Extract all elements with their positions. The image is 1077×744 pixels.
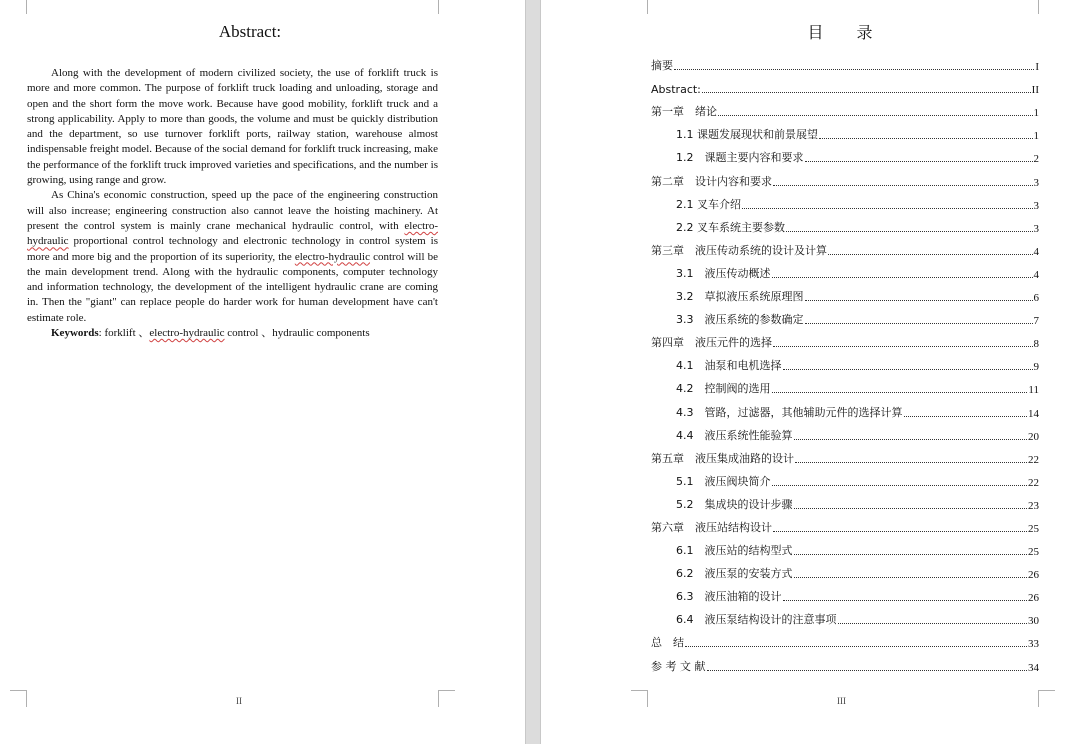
toc-entry-label: 4.3 管路，过滤器，其他辅助元件的选择计算 xyxy=(676,405,903,419)
toc-entry-page: 33 xyxy=(1028,638,1039,651)
page-corner-mark xyxy=(1038,0,1055,14)
toc-dot-leader xyxy=(783,599,1028,601)
toc-entry-page: 11 xyxy=(1028,384,1039,397)
toc-entry-page: 30 xyxy=(1028,615,1039,628)
toc-dot-leader xyxy=(794,553,1028,555)
keywords-label: Keywords xyxy=(51,327,99,340)
toc-entry[interactable] xyxy=(651,212,1039,235)
toc-dot-leader xyxy=(828,253,1033,255)
toc-entry-label: 4.1 油泵和电机选择 xyxy=(676,359,782,373)
page-corner-mark xyxy=(631,690,648,707)
toc-entry[interactable] xyxy=(651,142,1039,165)
page-corner-mark xyxy=(10,0,27,14)
toc-entry-label: 6.1 液压站的结构型式 xyxy=(676,544,793,558)
toc-entry-label: 摘要 xyxy=(651,59,673,73)
toc-entry-label: 3.2 草拟液压系统原理图 xyxy=(676,290,804,304)
toc-entry[interactable] xyxy=(651,165,1039,188)
toc-entry[interactable] xyxy=(651,604,1039,627)
toc-entry[interactable] xyxy=(651,350,1039,373)
toc-entry[interactable] xyxy=(651,189,1039,212)
text-run: control will be the main development trend. Along with the hydraulic components, computer technology and information technology, the development of the intelligent hydraulic crane are coming in. Then the "giant" can replace people do harder work for human development have can't estimate role. xyxy=(27,250,438,324)
toc-page xyxy=(541,0,1077,744)
toc-dot-leader xyxy=(772,391,1028,393)
toc-entry[interactable] xyxy=(651,650,1039,673)
abstract-heading: Abstract: xyxy=(218,22,282,41)
toc-entry-page: 3 xyxy=(1033,176,1039,189)
toc-entry[interactable] xyxy=(651,119,1039,142)
toc-dot-leader xyxy=(805,160,1033,162)
toc-entry-page: 14 xyxy=(1028,407,1039,420)
toc-heading: 目 录 xyxy=(807,23,887,42)
toc-entry-page: I xyxy=(1035,61,1039,74)
toc-dot-leader xyxy=(772,484,1028,486)
abstract-paragraph-2 xyxy=(27,188,438,326)
toc-dot-leader xyxy=(742,207,1033,209)
toc-entry[interactable] xyxy=(651,581,1039,604)
text-run: : forklift 、 xyxy=(98,327,150,340)
toc-entry-label: 2.1 叉车介绍 xyxy=(676,197,741,211)
toc-entry-label: 3.3 液压系统的参数确定 xyxy=(676,313,804,327)
text-run: control 、hydraulic components xyxy=(224,327,370,340)
toc-entry[interactable] xyxy=(651,304,1039,327)
toc-entry-label: 1.2 课题主要内容和要求 xyxy=(676,151,804,165)
page-corner-mark xyxy=(10,690,27,707)
toc-entry-label: 6.4 液压泵结构设计的注意事项 xyxy=(676,613,837,627)
toc-entry[interactable] xyxy=(651,558,1039,581)
page-number: II xyxy=(236,696,242,706)
toc-entry[interactable] xyxy=(651,466,1039,489)
toc-dot-leader xyxy=(819,137,1033,139)
toc-entry-label: 4.2 控制阀的选用 xyxy=(676,382,771,396)
toc-entry-label: Abstract: xyxy=(651,83,701,97)
toc-entry-page: 6 xyxy=(1033,292,1039,305)
toc-dot-leader xyxy=(773,184,1033,186)
toc-entry-label: 3.1 液压传动概述 xyxy=(676,266,771,280)
toc-dot-leader xyxy=(707,669,1028,671)
toc-entry-page: 23 xyxy=(1028,499,1039,512)
toc-entry-label: 参 考 文 献 xyxy=(651,659,706,673)
toc-entry-label: 第四章 液压元件的选择 xyxy=(651,336,772,350)
toc-dot-leader xyxy=(685,645,1027,647)
toc-entry-label: 第二章 设计内容和要求 xyxy=(651,174,772,188)
page-corner-mark xyxy=(438,690,455,707)
toc-entry-label: 6.2 液压泵的安装方式 xyxy=(676,567,793,581)
toc-dot-leader xyxy=(773,530,1027,532)
toc-entry-page: 26 xyxy=(1028,592,1039,605)
toc-dot-leader xyxy=(805,322,1033,324)
toc-dot-leader xyxy=(794,507,1028,509)
toc-entry-page: 4 xyxy=(1033,268,1039,281)
spellcheck-flagged-word[interactable]: electro-hydraulic xyxy=(149,327,225,340)
page-corner-mark xyxy=(1038,690,1055,707)
spellcheck-flagged-word[interactable]: electro-hydraulic xyxy=(294,250,370,263)
toc-entry-label: 第一章 绪论 xyxy=(651,105,717,119)
toc-dot-leader xyxy=(773,345,1033,347)
toc-entry-page: 22 xyxy=(1028,453,1039,466)
toc-entry-page: 7 xyxy=(1033,315,1039,328)
toc-entry-page: 20 xyxy=(1028,430,1039,443)
toc-entry[interactable] xyxy=(651,50,1039,73)
toc-entry-page: 1 xyxy=(1033,130,1039,143)
abstract-body xyxy=(27,66,438,341)
toc-entry-page: 25 xyxy=(1028,546,1039,559)
page-corner-mark xyxy=(631,0,648,14)
toc-entry[interactable] xyxy=(651,235,1039,258)
toc-entry-page: 2 xyxy=(1033,153,1039,166)
toc-entry-page: 3 xyxy=(1033,222,1039,235)
text-run: proportional control technology and electronic technology in control system is more and more big and the proportion of its superiority, the xyxy=(27,235,438,263)
toc-dot-leader xyxy=(786,230,1033,232)
toc-dot-leader xyxy=(794,576,1028,578)
toc-entry-label: 6.3 液压油箱的设计 xyxy=(676,590,782,604)
toc-dot-leader xyxy=(702,91,1031,93)
toc-entry[interactable] xyxy=(651,373,1039,396)
toc-dot-leader xyxy=(794,438,1028,440)
page-corner-mark xyxy=(438,0,455,14)
page-number: III xyxy=(837,696,846,706)
toc-entry[interactable] xyxy=(651,420,1039,443)
toc-entry[interactable] xyxy=(651,489,1039,512)
toc-entry[interactable] xyxy=(651,258,1039,281)
toc-entry-label: 5.1 液压阀块简介 xyxy=(676,474,771,488)
toc-entry-label: 第三章 液压传动系统的设计及计算 xyxy=(651,243,827,257)
toc-entry-page: 25 xyxy=(1028,522,1039,535)
toc-entry[interactable] xyxy=(651,443,1039,466)
toc-entry[interactable] xyxy=(651,327,1039,350)
toc-entry-page: II xyxy=(1031,84,1039,97)
toc-entry[interactable] xyxy=(651,281,1039,304)
toc-entry-label: 4.4 液压系统性能验算 xyxy=(676,428,793,442)
toc-entry-label: 第六章 液压站结构设计 xyxy=(651,520,772,534)
toc-entry-label: 2.2 叉车系统主要参数 xyxy=(676,220,785,234)
abstract-paragraph-1: Along with the development of modern civilized society, the use of forklift truck is more and more common. The purpose of forklift truck loading and unloading, storage and open and the short form the move work. Because have good mobility, forklift truck and a strong applicability. Apply to more than goods, the volume and must be quickly distribution and the department, so use turnover forklift ports, railway station, warehouse almost indispensable freight model. Because of the social demand for forklift truck increasing, make the performance of the forklift truck improved varieties and specifications, and the number is growing, using range and grow. xyxy=(27,67,438,187)
toc-entry-label: 总 结 xyxy=(651,636,684,650)
toc-entry-page: 22 xyxy=(1028,476,1039,489)
toc-entry[interactable] xyxy=(651,96,1039,119)
toc-entry-page: 26 xyxy=(1028,569,1039,582)
toc-dot-leader xyxy=(904,415,1028,417)
toc-dot-leader xyxy=(674,68,1034,70)
toc-entry-label: 5.2 集成块的设计步骤 xyxy=(676,497,793,511)
toc-dot-leader xyxy=(718,114,1033,116)
toc-dot-leader xyxy=(838,622,1028,624)
toc-dot-leader xyxy=(795,461,1027,463)
toc-entry[interactable] xyxy=(651,627,1039,650)
toc-entry[interactable] xyxy=(651,73,1039,96)
spellcheck-flagged-word[interactable]: electro-hydraulic xyxy=(27,219,438,248)
toc-entry-page: 8 xyxy=(1033,338,1039,351)
toc-dot-leader xyxy=(783,368,1033,370)
toc-entry[interactable] xyxy=(651,535,1039,558)
text-run: As China's economic construction, speed up the pace of the engineering construction will also increase; engineering construction also cannot leave the hoisting machinery. At present the control system is mainly crane mechanical hydraulic control, with xyxy=(27,189,438,232)
abstract-page xyxy=(0,0,525,744)
keywords-line xyxy=(27,326,438,341)
page-gutter xyxy=(525,0,541,744)
toc-entry-page: 34 xyxy=(1028,661,1039,674)
table-of-contents xyxy=(651,50,1039,674)
toc-entry-page: 9 xyxy=(1033,361,1039,374)
toc-dot-leader xyxy=(805,299,1033,301)
toc-entry[interactable] xyxy=(651,396,1039,419)
toc-entry-label: 第五章 液压集成油路的设计 xyxy=(651,451,794,465)
toc-entry-page: 4 xyxy=(1033,245,1039,258)
toc-entry[interactable] xyxy=(651,512,1039,535)
toc-dot-leader xyxy=(772,276,1033,278)
toc-entry-page: 3 xyxy=(1033,199,1039,212)
toc-entry-page: 1 xyxy=(1033,107,1039,120)
toc-entry-label: 1.1 课题发展现状和前景展望 xyxy=(676,128,818,142)
